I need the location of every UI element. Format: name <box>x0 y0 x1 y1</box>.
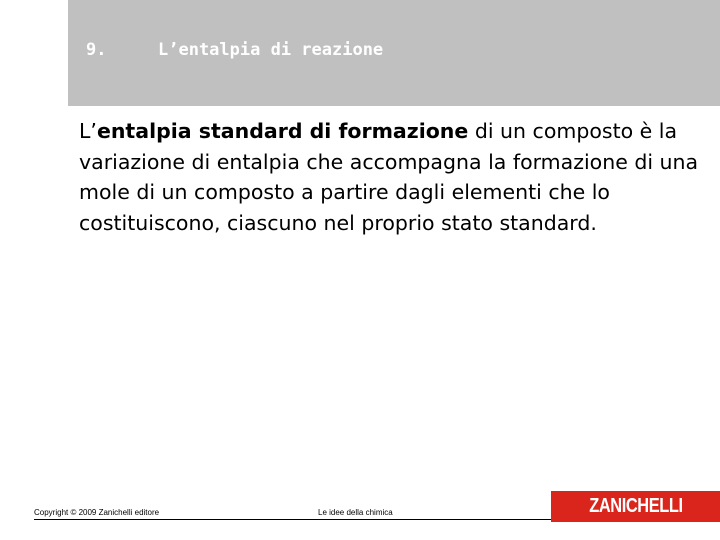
publisher-logo-text: ZANICHELLI <box>589 495 683 517</box>
definition-text: di un composto è la variazione di entalpia che accompagna la formazione di una mole di un composto a partire dagli elementi che lo costituiscono, ciascuno nel proprio stato standard. <box>79 119 699 235</box>
definition-prefix: L’ <box>79 119 97 143</box>
definition-paragraph <box>79 116 709 238</box>
definition-bold-term: entalpia standard di formazione <box>96 119 469 143</box>
publisher-logo <box>551 491 720 522</box>
copyright-notice: Copyright © 2009 Zanichelli editore <box>34 508 160 517</box>
footer-book-title: Le idee della chimica <box>318 508 393 517</box>
slide-title: L’entalpia di reazione <box>158 40 384 60</box>
section-number: 9. <box>86 40 107 60</box>
